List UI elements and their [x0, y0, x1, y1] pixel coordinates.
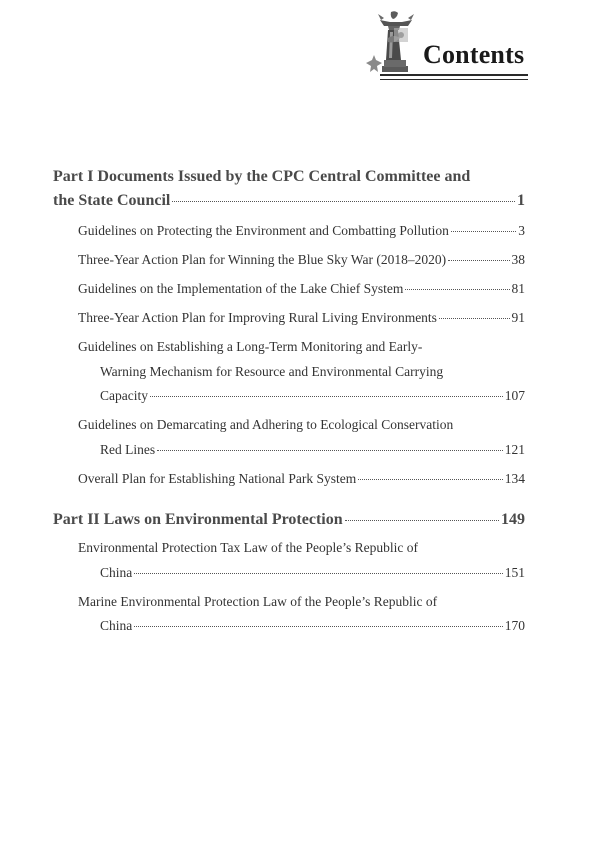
dot-leader	[439, 318, 510, 319]
page-number: 107	[504, 388, 525, 403]
page-title: Contents	[423, 40, 525, 69]
title-rule-thin	[380, 79, 528, 80]
toc-entry[interactable]	[78, 335, 525, 409]
toc-entry-title: Overall Plan for Establishing National Park System	[78, 470, 357, 486]
toc-part-title-line: Part II Laws on Environmental Protection	[53, 511, 343, 528]
page-number: 151	[504, 564, 525, 580]
page-header	[362, 8, 532, 83]
title-rule-thick	[380, 74, 528, 76]
toc-entry-title: Guidelines on Establishing a Long-Term Monitoring and Early-	[78, 339, 423, 354]
toc-entry[interactable]	[78, 219, 525, 244]
toc-entry-title: Marine Environmental Protection Law of the People’s Republic of	[78, 593, 438, 609]
toc-entry-title-continued: Red Lines	[100, 441, 156, 457]
page-number: 3	[518, 223, 525, 238]
dot-leader	[451, 231, 516, 232]
page-number: 134	[504, 470, 525, 486]
toc-entry-title-continued: Warning Mechanism for Resource and Environmental Carrying	[100, 363, 444, 379]
dot-leader	[172, 201, 515, 202]
toc-entry-title: Three-Year Action Plan for Winning the Blue Sky War (2018–2020)	[78, 252, 447, 267]
page-number: 91	[511, 310, 525, 325]
dot-leader	[150, 396, 503, 397]
toc-entry-title-continued: Capacity	[100, 388, 148, 403]
dot-leader	[405, 289, 509, 290]
page-number: 1	[517, 192, 525, 209]
toc-entry[interactable]	[78, 467, 525, 492]
table-of-contents	[53, 165, 525, 643]
page-number: 149	[501, 511, 525, 528]
dot-leader	[448, 260, 509, 261]
toc-part-heading[interactable]	[53, 508, 525, 532]
toc-entry-title: Guidelines on the Implementation of the Lake Chief System	[78, 281, 404, 296]
page-number: 38	[511, 252, 525, 267]
page-number: 121	[504, 441, 525, 457]
toc-entry-title: Environmental Protection Tax Law of the People’s Republic of	[78, 540, 418, 555]
toc-entry[interactable]	[78, 248, 525, 273]
page-number: 170	[504, 618, 525, 633]
toc-entry[interactable]	[78, 590, 525, 639]
toc-entry-title-continued: China	[100, 564, 133, 580]
dot-leader	[358, 479, 503, 480]
toc-entry[interactable]	[78, 277, 525, 302]
toc-entry-title-continued: China	[100, 618, 133, 633]
toc-entry-title: Guidelines on Protecting the Environment and Combatting Pollution	[78, 223, 449, 238]
dot-leader	[157, 450, 503, 451]
toc-entry-title: Three-Year Action Plan for Improving Rural Living Environments	[78, 310, 437, 325]
toc-part-title-line: Part I Documents Issued by the CPC Central Committee and	[53, 168, 471, 185]
toc-part-heading[interactable]	[53, 165, 525, 213]
toc-part-title-line: the State Council	[53, 192, 171, 209]
toc-entry[interactable]	[78, 536, 525, 585]
dot-leader	[134, 626, 503, 627]
toc-entry[interactable]	[78, 413, 525, 462]
huabiao-column-emblem-icon	[362, 8, 422, 80]
toc-entry[interactable]	[78, 306, 525, 331]
toc-entry-title: Guidelines on Demarcating and Adhering to Ecological Conservation	[78, 417, 454, 432]
page-number: 81	[511, 281, 525, 296]
dot-leader	[134, 573, 503, 574]
dot-leader	[345, 520, 499, 521]
